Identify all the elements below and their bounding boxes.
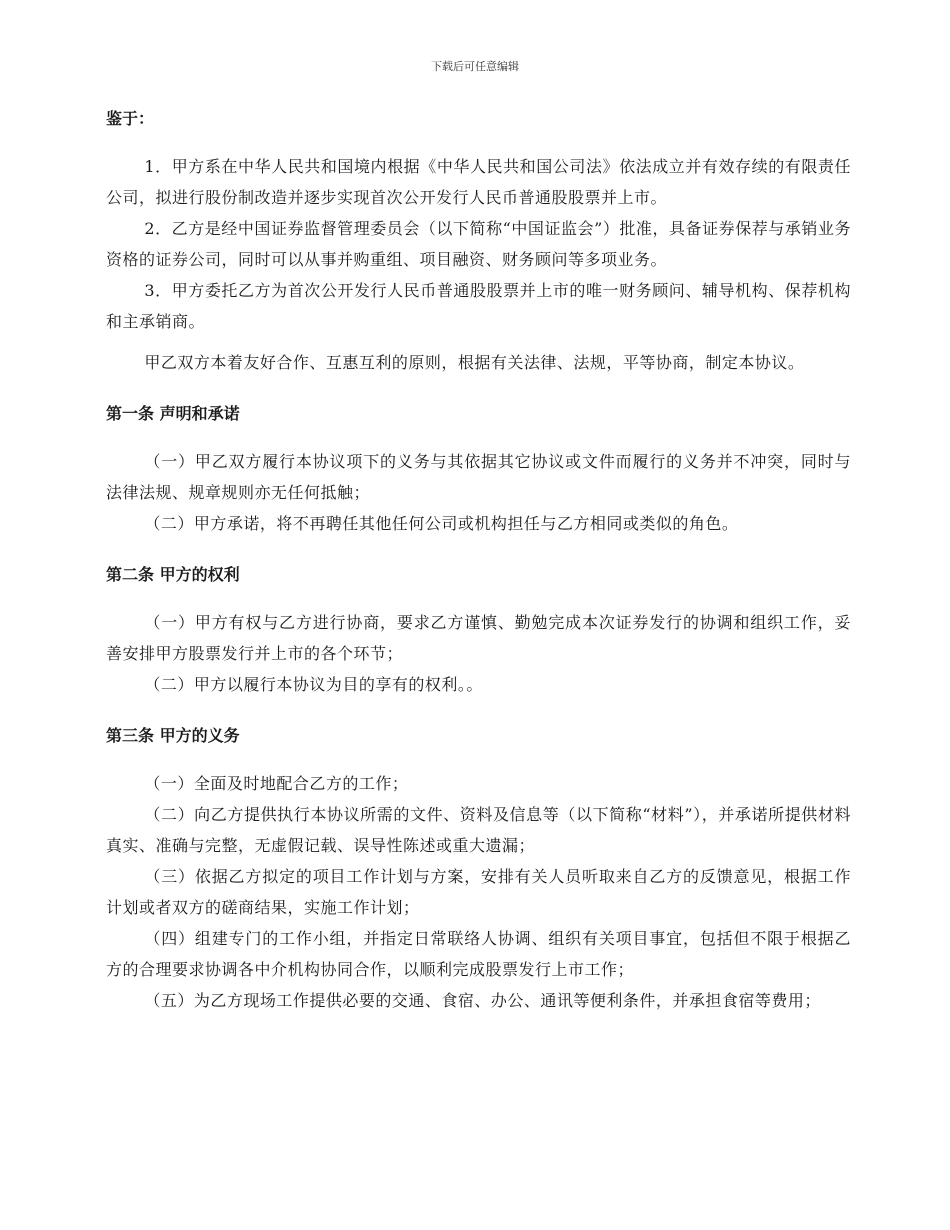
- article-3-item-4: （四）组建专门的工作小组，并指定日常联络人协调、组织有关项目事宜，包括但不限于根据乙方的合理要求协调各中介机构协同合作，以顺利完成股票发行上市工作；: [106, 929, 851, 979]
- recitals-closing: 甲乙双方本着友好合作、互惠互利的原则，根据有关法律、法规，平等协商，制定本协议。: [144, 353, 805, 372]
- article-3-item-1: （一）全面及时地配合乙方的工作；: [144, 774, 409, 793]
- recital-item-2: 2．乙方是经中国证券监督管理委员会（以下简称“中国证监会”）批准，具备证券保荐与承销业务资格的证券公司，同时可以从事并购重组、项目融资、财务顾问等多项业务。: [106, 219, 851, 269]
- article-1-item-2: （二）甲方承诺，将不再聘任其他任何公司或机构担任与乙方相同或类似的角色。: [144, 514, 739, 533]
- article-2-item-1: （一）甲方有权与乙方进行协商，要求乙方谨慎、勤勉完成本次证券发行的协调和组织工作，妥善安排甲方股票发行并上市的各个环节；: [106, 613, 851, 663]
- article-3-item-2: （二）向乙方提供执行本协议所需的文件、资料及信息等（以下简称“材料”），并承诺所提供材料真实、准确与完整，无虚假记载、误导性陈述或重大遗漏；: [106, 805, 851, 855]
- article-3-item-3: （三）依据乙方拟定的项目工作计划与方案，安排有关人员听取来自乙方的反馈意见，根据工作计划或者双方的磋商结果，实施工作计划；: [106, 867, 851, 917]
- article-1-heading: 第一条 声明和承诺: [106, 404, 240, 423]
- recital-item-3: 3．甲方委托乙方为首次公开发行人民币普通股股票并上市的唯一财务顾问、辅导机构、保荐机构和主承销商。: [106, 281, 851, 331]
- recital-item-1: 1．甲方系在中华人民共和国境内根据《中华人民共和国公司法》依法成立并有效存续的有限责任公司，拟进行股份制改造并逐步实现首次公开发行人民币普通股股票并上市。: [106, 157, 851, 207]
- document-body: [106, 103, 851, 1016]
- article-3-item-5: （五）为乙方现场工作提供必要的交通、食宿、办公、通讯等便利条件，并承担食宿等费用；: [144, 991, 821, 1010]
- article-1-item-1: （一）甲乙双方履行本协议项下的义务与其依据其它协议或文件而履行的义务并不冲突，同时与法律法规、规章规则亦无任何抵触；: [106, 452, 851, 502]
- article-3-heading: 第三条 甲方的义务: [106, 726, 240, 745]
- article-2-heading: 第二条 甲方的权利: [106, 565, 240, 584]
- recitals-heading: 鉴于：: [106, 109, 155, 128]
- article-2-item-2: （二）甲方以履行本协议为目的享有的权利。。: [144, 675, 483, 694]
- page-header: 下载后可任意编辑: [431, 60, 519, 73]
